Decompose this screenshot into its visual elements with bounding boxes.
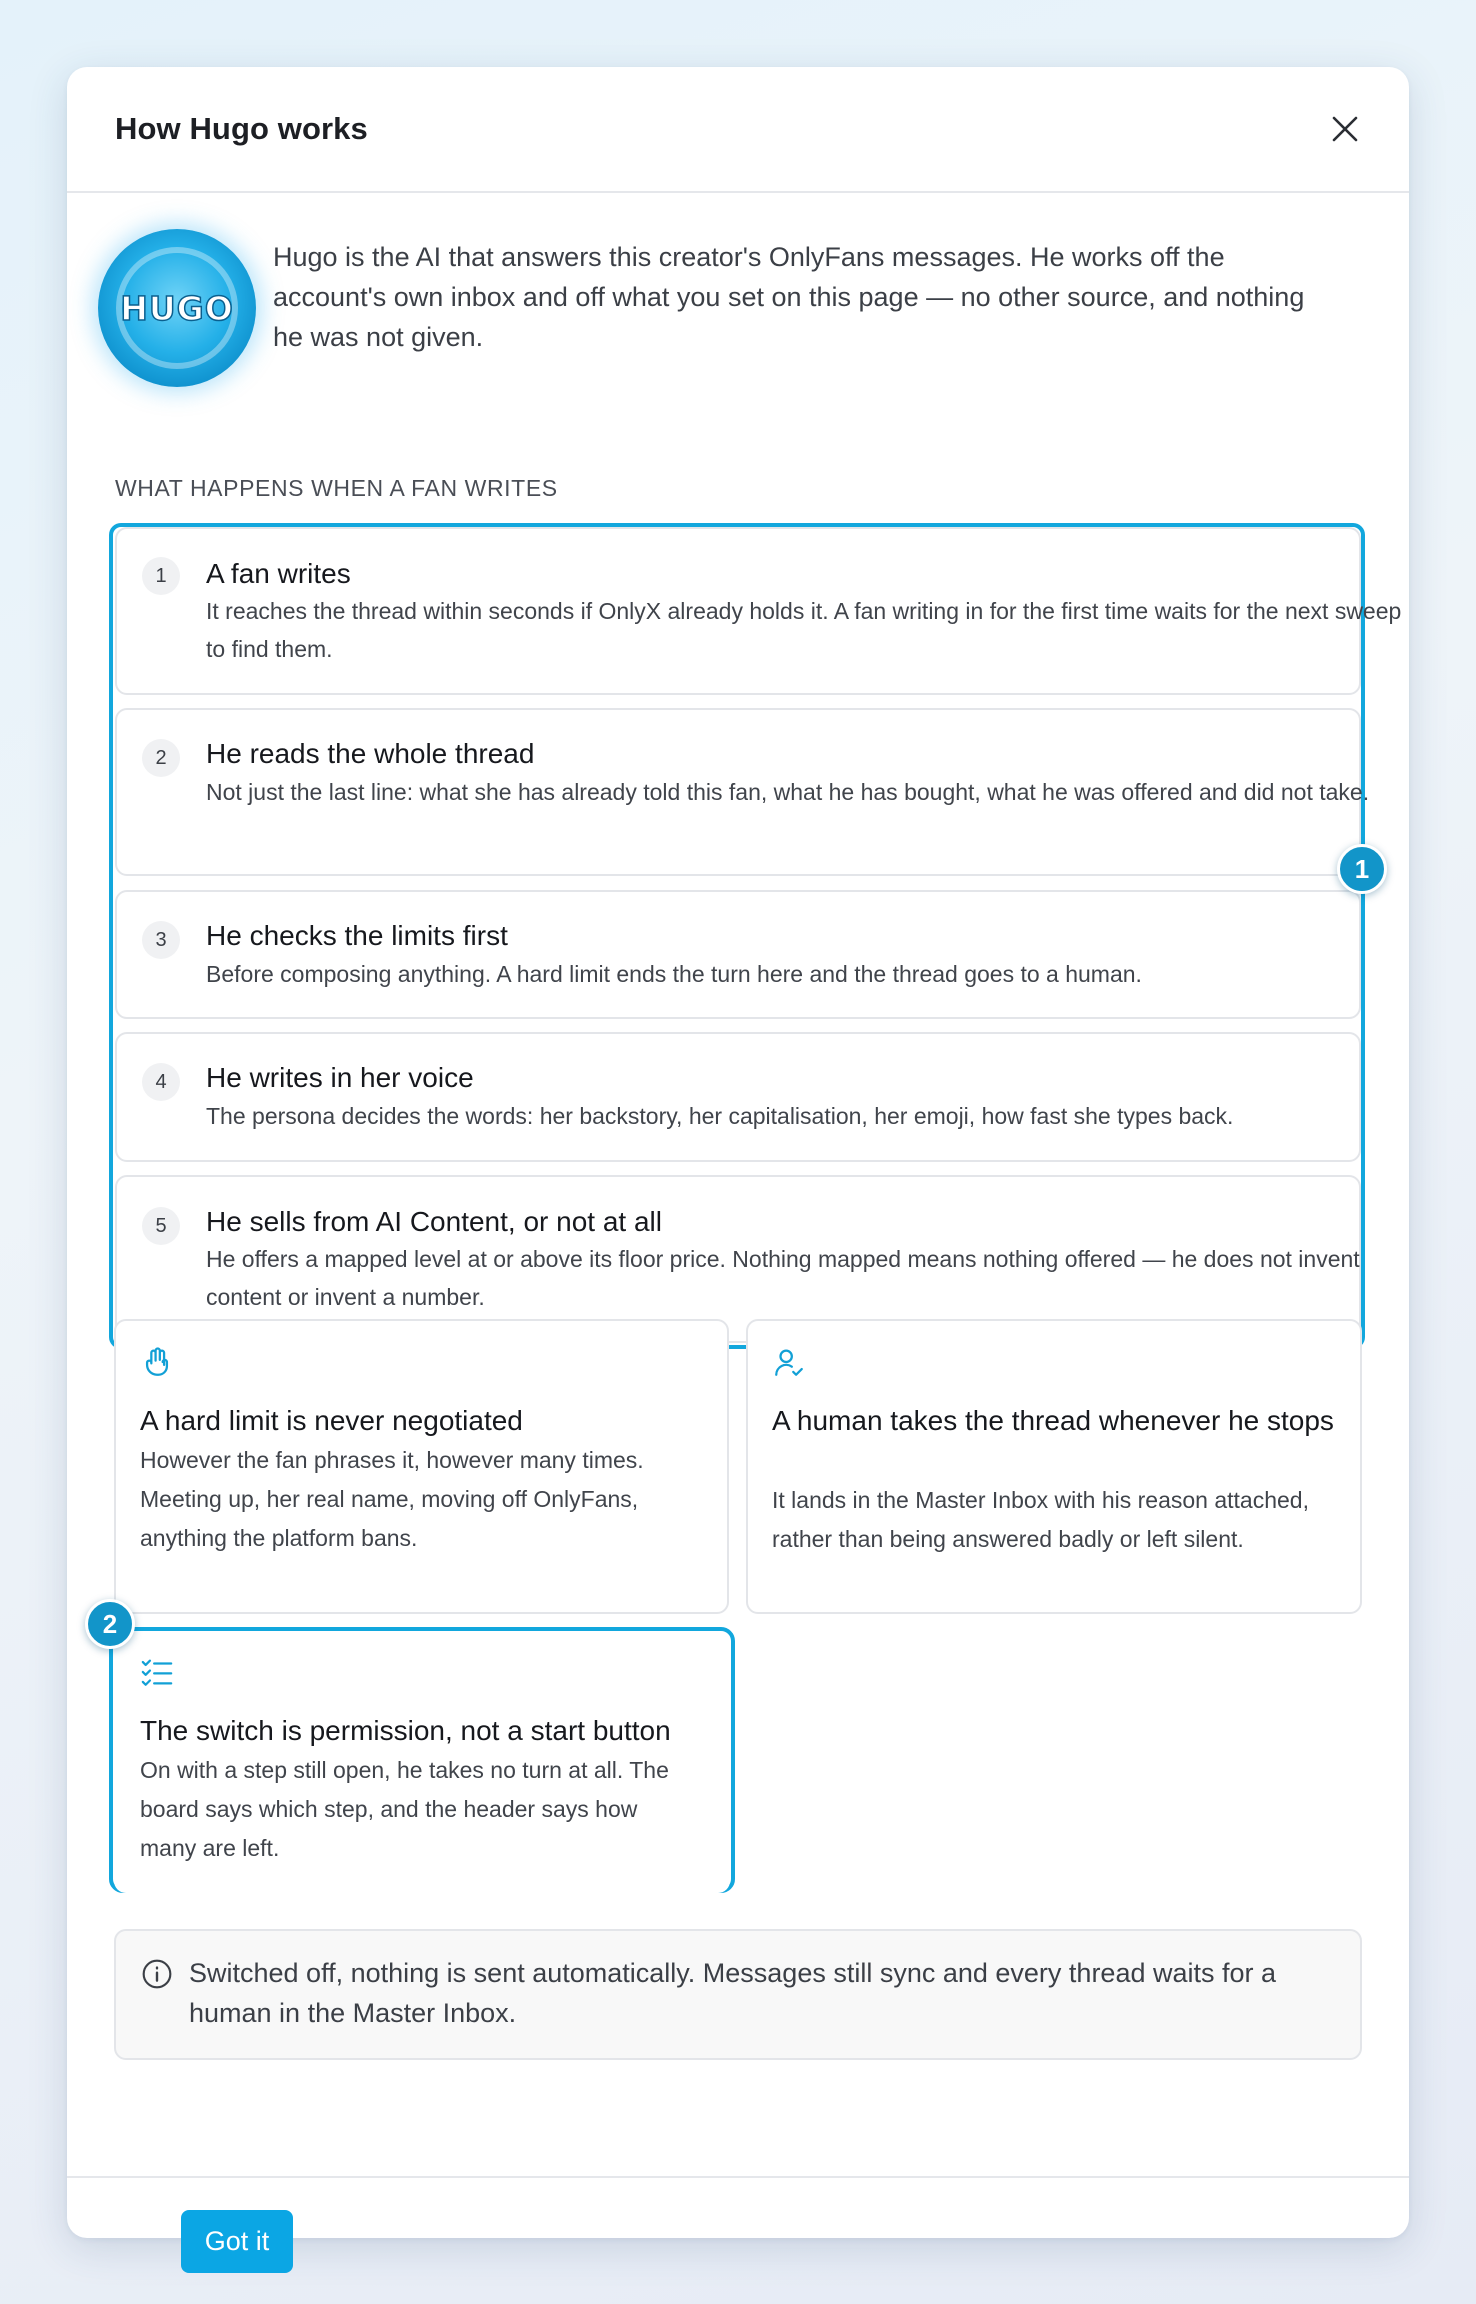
step-item <box>115 708 1370 876</box>
step-title: A fan writes <box>206 558 351 589</box>
user-check-icon <box>772 1345 806 1379</box>
card-description: It lands in the Master Inbox with his reason attached, rather than being answered badly or left silent. <box>772 1487 1309 1552</box>
notice-text: Switched off, nothing is sent automatically. Messages still sync and every thread waits for a human in the Master Inbox. <box>189 1958 1277 2028</box>
switch-permission-card <box>114 1632 730 1893</box>
card-description: However the fan phrases it, however many times. Meeting up, her real name, moving off OnlyFans, anything the platform bans. <box>140 1447 644 1551</box>
card-description: On with a step still open, he takes no turn at all. The board says which step, and the header says how many are left. <box>140 1757 669 1861</box>
step-description: The persona decides the words: her backstory, her capitalisation, her emoji, how fast she types back. <box>206 1103 1234 1129</box>
how-hugo-works-dialog <box>67 67 1409 2256</box>
step-item <box>115 1175 1361 1343</box>
highlight-badge: 2 <box>85 1599 135 1649</box>
step-item <box>115 890 1361 1019</box>
step-item <box>115 527 1402 695</box>
hard-limit-card <box>114 1319 729 1614</box>
switched-off-notice <box>114 1929 1362 2060</box>
hand-icon <box>140 1345 174 1379</box>
step-number: 3 <box>142 921 180 959</box>
step-title: He checks the limits first <box>206 920 508 951</box>
dialog-title: How Hugo works <box>115 111 368 146</box>
step-description: Before composing anything. A hard limit ends the turn here and the thread goes to a human. <box>206 961 1142 987</box>
dialog-header <box>67 67 1409 193</box>
info-icon <box>141 1958 173 1990</box>
step-title: He reads the whole thread <box>206 738 535 769</box>
card-title: A human takes the thread whenever he stops <box>772 1405 1334 1436</box>
step-description: It reaches the thread within seconds if OnlyX already holds it. A fan writing in for the first time waits for the next sweep to find them. <box>206 598 1402 662</box>
logo-text: HUGO <box>120 288 234 328</box>
checklist-icon <box>140 1655 174 1689</box>
step-number: 5 <box>142 1207 180 1245</box>
step-number: 1 <box>142 557 180 595</box>
step-title: He sells from AI Content, or not at all <box>206 1206 662 1237</box>
step-description: He offers a mapped level at or above its floor price. Nothing mapped means nothing offered — he does not invent content or invent a number. <box>206 1246 1360 1310</box>
intro-text: Hugo is the AI that answers this creator's OnlyFans messages. He works off the account's own inbox and off what you set on this page — no other source, and nothing he was not given. <box>273 242 1305 352</box>
highlight-badge: 1 <box>1337 844 1387 894</box>
card-title: A hard limit is never negotiated <box>140 1405 523 1436</box>
hugo-logo <box>98 229 256 387</box>
section-label: WHAT HAPPENS WHEN A FAN WRITES <box>115 475 558 501</box>
footer-divider <box>67 2176 1409 2178</box>
close-icon <box>1331 115 1359 143</box>
step-item <box>115 1032 1361 1162</box>
card-title: The switch is permission, not a start button <box>140 1715 671 1746</box>
step-title: He writes in her voice <box>206 1062 474 1093</box>
got-it-button[interactable]: Got it <box>181 2210 293 2273</box>
step-number: 4 <box>142 1063 180 1101</box>
intro <box>98 229 1368 387</box>
step-number: 2 <box>142 739 180 777</box>
close-button[interactable] <box>1323 107 1367 151</box>
human-takeover-card <box>746 1319 1362 1614</box>
step-description: Not just the last line: what she has already told this fan, what he has bought, what he was offered and did not take. <box>206 779 1370 805</box>
